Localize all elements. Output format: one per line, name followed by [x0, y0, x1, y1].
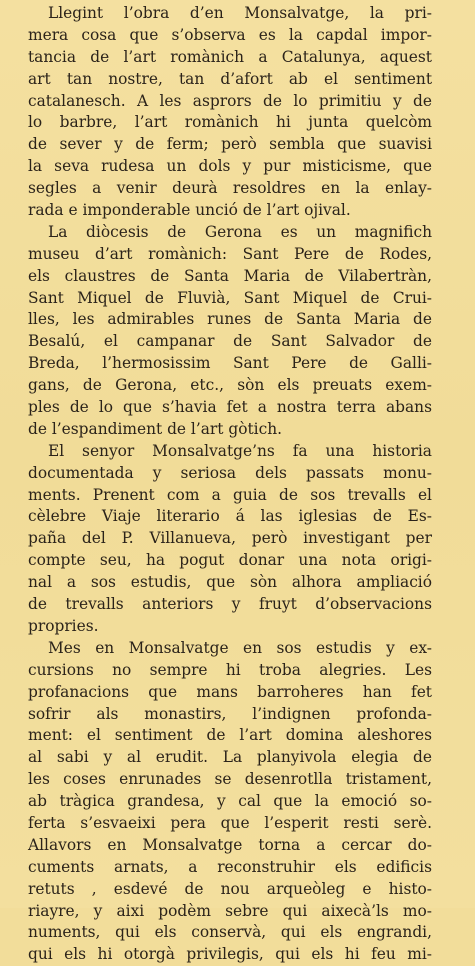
text-line: Besalú, el campanar de Sant Salvador de	[28, 332, 432, 351]
paragraph-1	[28, 3, 432, 222]
paragraph-4	[28, 638, 432, 966]
text-line: museu d’art romànich: Sant Pere de Rodes,	[28, 244, 432, 263]
text-line: lo barbre, l’art romànich hi junta quelcòm	[28, 113, 432, 132]
text-line: documentada y seriosa dels passats monu-	[28, 463, 432, 482]
text-line: tancia de l’art romànich a Catalunya, aquest	[28, 47, 432, 66]
text-line: numents, qui els conservà, qui els engrandi,	[28, 923, 432, 942]
text-line: rada e imponderable unció de l’art ojival.	[28, 201, 351, 220]
text-line: ment: el sentiment de l’art domina aleshores	[28, 726, 432, 745]
text-line: segles a venir deurà resoldres en la enlay-	[28, 179, 432, 198]
text-line: Mes en Monsalvatge en sos estudis y ex-	[48, 638, 432, 657]
text-line: ab tràgica grandesa, y cal que la emoció so-	[28, 792, 432, 811]
text-line: nal a sos estudis, que sòn alhora ampliació	[28, 573, 432, 592]
paragraph-2	[28, 222, 432, 441]
text-line: La diòcesis de Gerona es un magnifich	[48, 222, 432, 241]
text-line: propries.	[28, 616, 99, 635]
text-line: ples de lo que s’havia fet a nostra terra abans	[28, 398, 432, 417]
text-line: cèlebre Viaje literario á las iglesias de Es-	[28, 507, 432, 526]
text-line: els claustres de Santa Maria de Vilabertràn,	[28, 266, 432, 285]
text-line: gans, de Gerona, etc., sòn els preuats exem-	[28, 376, 432, 395]
text-line: Breda, l’hermosissim Sant Pere de Galli-	[28, 354, 432, 373]
text-line: ferta s’esvaeixi pera que l’esperit resti serè.	[28, 813, 432, 832]
text-line: de l’espandiment de l’art gòtich.	[28, 419, 283, 438]
text-line: la seva rudesa un dols y pur misticisme, que	[28, 157, 432, 176]
text-line: compte seu, ha pogut donar una nota origi-	[28, 551, 432, 570]
text-line: cuments arnats, a reconstruhir els edificis	[28, 857, 432, 876]
text-line: mera cosa que s’observa es la capdal impor-	[28, 25, 432, 44]
text-line: Allavors en Monsalvatge torna a cercar do-	[28, 835, 432, 854]
text-line: retuts , esdevé de nou arqueòleg e histo-	[28, 879, 432, 898]
text-line: de sever y de ferm; però sembla que suavisi	[28, 135, 432, 154]
text-line: cursions no sempre hi troba alegries. Les	[28, 660, 432, 679]
text-line: catalanesch. A les asprors de lo primitiu y de	[28, 91, 432, 110]
text-line: de trevalls anteriors y fruyt d’observacions	[28, 595, 432, 614]
text-line: les coses enrunades se desenrotlla tristament,	[28, 770, 432, 789]
paragraph-3	[28, 441, 432, 638]
text-line: Llegint l’obra d’en Monsalvatge, la pri-	[48, 4, 432, 22]
text-line: ments. Prenent com a guia de sos trevalls el	[28, 485, 432, 504]
text-line: al sabi y al erudit. La planyivola elegia de	[28, 748, 432, 767]
text-line: qui els hi otorgà privilegis, qui els hi feu mi-	[28, 945, 432, 964]
text-line: paña del P. Villanueva, però investigant per	[28, 529, 432, 548]
text-line: Sant Miquel de Fluvià, Sant Miquel de Crui-	[28, 288, 432, 307]
text-line: profanacions que mans barroheres han fet	[28, 682, 432, 701]
text-line: riayre, y aixi podèm sebre qui aixecà’ls mo-	[28, 901, 432, 920]
text-line: art tan nostre, tan d’afort ab el sentiment	[28, 69, 432, 88]
text-column	[28, 3, 432, 966]
text-line: lles, les admirables runes de Santa Maria de	[28, 310, 432, 329]
text-line: El senyor Monsalvatge’ns fa una historia	[48, 441, 432, 460]
text-line: sofrir als monastirs, l’indignen profonda-	[28, 704, 432, 723]
